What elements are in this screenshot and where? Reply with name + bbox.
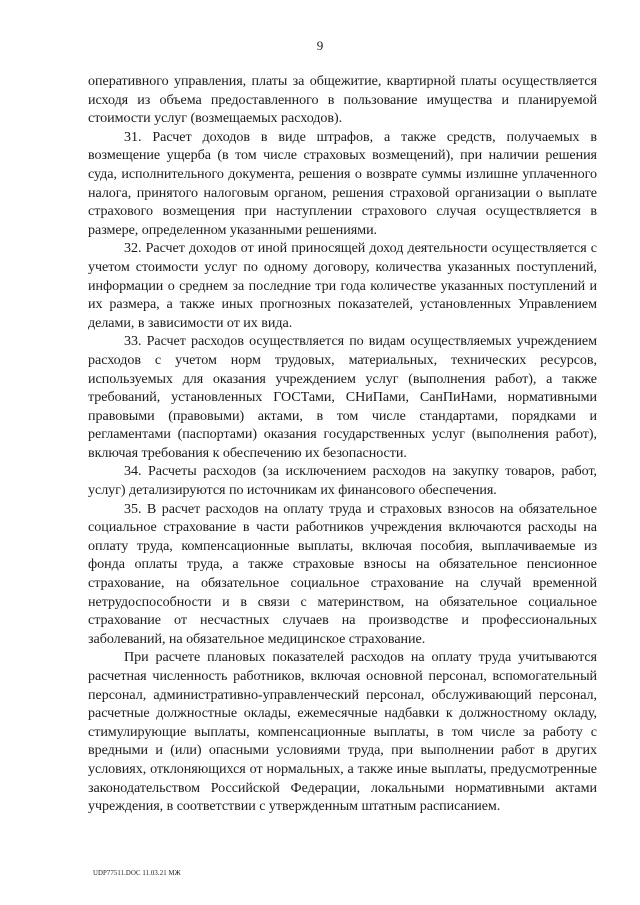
paragraph-continuation: оперативного управления, платы за общежитие, квартирной платы осуществляется исходя из объема предоставленного в пользование имущества и планируемой стоимости услуг (возмещаемых расходов). — [88, 73, 597, 127]
document-footer: UDP77511.DOC 11.03.21 МЖ — [93, 870, 181, 877]
document-body — [88, 72, 597, 816]
page-number: 9 — [316, 38, 324, 53]
paragraph-33: 33. Расчет расходов осуществляется по видам осуществляемых учреждением расходов с учетом норм трудовых, материальных, технических ресурсов, используемых для оказания учреждением услуг (выполнения работ), а также требований, установленных ГОСТами, СНиПами, СанПиНами, нормативными правовыми (правовыми) актами, в том числе стандартами, порядками и регламентами (паспортами) оказания государственных услуг (выполнения работ), включая требования к обеспечению их безопасности. — [88, 333, 597, 461]
paragraph-35-continued: При расчете плановых показателей расходов на оплату труда учитываются расчетная численность работников, включая основной персонал, вспомогательный персонал, административно-управленческий персонал, обслуживающий персонал, расчетные должностные оклады, ежемесячные надбавки к должностному окладу, стимулирующие выплаты, компенсационные выплаты, в том числе за работу с вредными и (или) опасными условиями труда, при выполнении работ в других условиях, отклоняющихся от нормальных, а также иные выплаты, предусмотренные законодательством Российской Федерации, локальными нормативными актами учреждения, в соответствии с утвержденным штатным расписанием. — [88, 649, 597, 815]
paragraph-35: 35. В расчет расходов на оплату труда и страховых взносов на обязательное социальное страхование в части работников учреждения включаются расходы на оплату труда, компенсационные выплаты, включая пособия, выплачиваемые из фонда оплаты труда, а также страховые взносы на обязательное пенсионное страхование, на обязательное социальное страхование на случай временной нетрудоспособности и в связи с материнством, на обязательное социальное страхование от несчастных случаев на производстве и профессиональных заболеваний, на обязательное медицинское страхование. — [88, 500, 597, 647]
paragraph-31: 31. Расчет доходов в виде штрафов, а также средств, получаемых в возмещение ущерба (в том числе страховых возмещений), при наличии решения суда, исполнительного документа, решения о возврате суммы излишне уплаченного налога, принятого налоговым органом, решения страховой организации о выплате страхового возмещения при наступлении страхового случая осуществляется в размере, определенном указанными решениями. — [88, 128, 597, 238]
paragraph-32: 32. Расчет доходов от иной приносящей доход деятельности осуществляется с учетом стоимости услуг по одному договору, количества указанных поступлений, информации о среднем за последние три года количестве указанных поступлений и их размера, а также иных прогнозных показателей, установленных Управлением делами, в зависимости от их вида. — [88, 240, 597, 331]
paragraph-34: 34. Расчеты расходов (за исключением расходов на закупку товаров, работ, услуг) детализируются по источникам их финансового обеспечения. — [88, 463, 597, 499]
